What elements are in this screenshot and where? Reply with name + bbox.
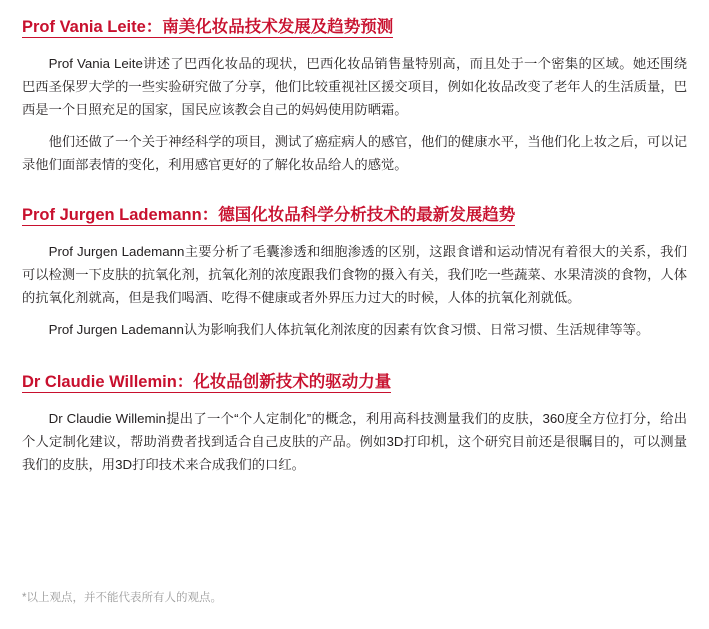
paragraph: Dr Claudie Willemin提出了一个“个人定制化”的概念，利用高科技测量我们的皮肤，360度全方位打分，给出个人定制化建议，帮助消费者找到适合自己皮肤的产品。例如3D打印机，这个研究目前还是很瞩目的，可以测量我们的皮肤，用3D打印技术来合成我们的口红。 <box>22 411 687 472</box>
section-heading-text: Prof Jurgen Lademann：德国化妆品科学分析技术的最新发展趋势 <box>22 206 516 224</box>
section-heading-text: Prof Vania Leite：南美化妆品技术发展及趋势预测 <box>22 18 394 36</box>
section-jurgen-lademann <box>22 202 687 341</box>
footnote: *以上观点，并不能代表所有人的观点。 <box>22 592 222 604</box>
paragraph: Prof Jurgen Lademann认为影响我们人体抗氧化剂浓度的因素有饮食习惯、日常习惯、生活规律等等。 <box>48 322 650 337</box>
section-heading <box>22 369 687 396</box>
section-claudie-willemin <box>22 369 687 476</box>
paragraph: Prof Vania Leite讲述了巴西化妆品的现状，巴西化妆品销售量特别高，而且处于一个密集的区域。她还围绕巴西圣保罗大学的一些实验研究做了分享，他们比较重视社区援交项目，例如化妆品改变了老年人的生活质量，巴西是一个日照充足的国家，国民应该教会自己的妈妈使用防晒霜。 <box>22 56 687 117</box>
section-vania-leite <box>22 14 687 176</box>
section-heading <box>22 14 687 41</box>
paragraph: 他们还做了一个关于神经科学的项目，测试了癌症病人的感官，他们的健康水平，当他们化上妆之后，可以记录他们面部表情的变化，利用感官更好的了解化妆品给人的感觉。 <box>22 134 687 172</box>
section-heading <box>22 202 687 229</box>
section-heading-text: Dr Claudie Willemin：化妆品创新技术的驱动力量 <box>22 373 392 391</box>
paragraph: Prof Jurgen Lademann主要分析了毛囊渗透和细胞渗透的区别，这跟食谱和运动情况有着很大的关系，我们可以检测一下皮肤的抗氧化剂，抗氧化剂的浓度跟我们食物的摄入有关，我们吃一些蔬菜、水果清淡的食物，人体的抗氧化剂就高，但是我们喝酒、吃得不健康或者外界压力过大的时候，人体的抗氧化剂就低。 <box>22 244 687 305</box>
